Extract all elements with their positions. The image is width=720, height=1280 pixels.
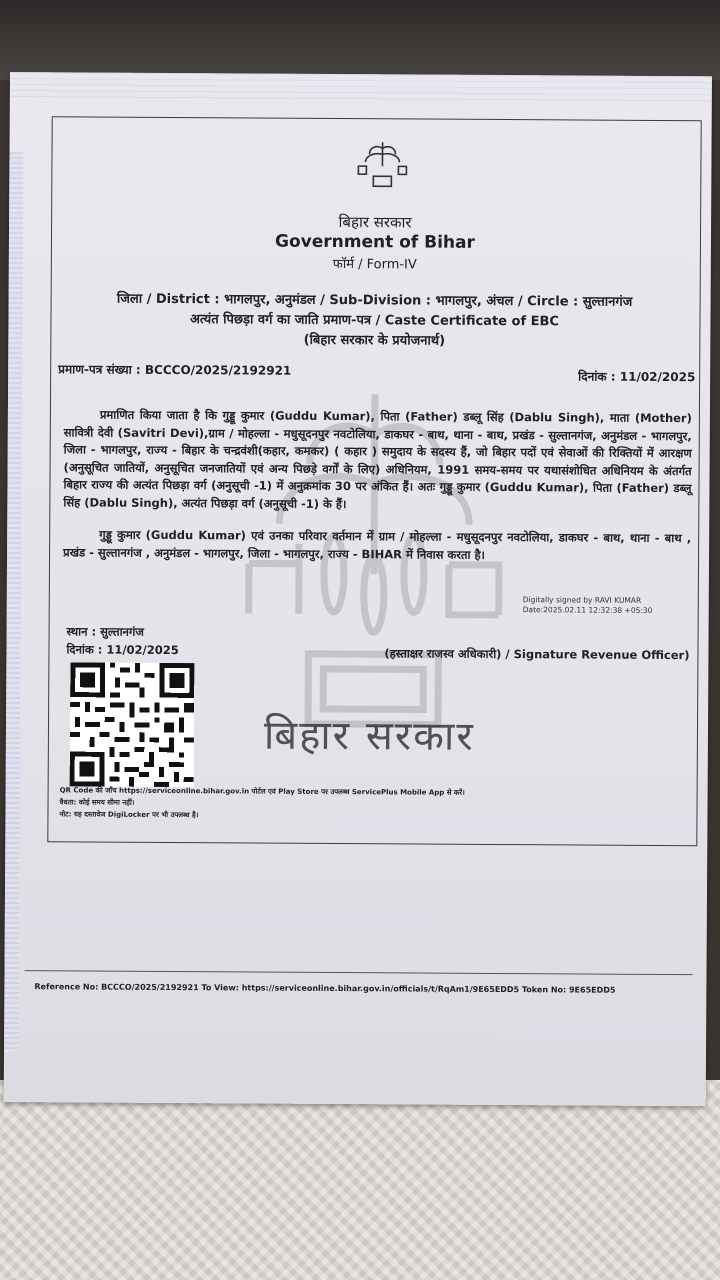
digilocker-note: नोट: यह दस्तावेज DigiLocker पर भी उपलब्ध है। (59, 810, 199, 820)
certificate-number: प्रमाण-पत्र संख्या : BCCCO/2025/2192921 (58, 362, 292, 378)
form-number: फॉर्म / Form-IV (332, 256, 417, 273)
certificate-body-paragraph: प्रमाणित किया जाता है कि गुड्डू कुमार (Guddu Kumar), पिता (Father) डब्लू सिंह (Dablu Singh), माता (Mother) सावित्री देवी (Savitri Devi),ग्राम / मोहल्ला - मधुसूदनपुर नवटोलिया, डाकघर - बाथ, थाना - बाथ, प्रखंड - सुल्तानगंज, अनुमंडल - भागलपुर, जिला - भागलपुर, राज्य - बिहार के चन्द्रवंशी(कहार, कमकर) ( कहार ) समुदाय के सदस्य हैं, जो बिहार पदों एवं सेवाओं की रिक्तियों में आरक्षण (अनुसूचित जातियों, अनुसूचित जनजातियों एवं अन्य पिछड़े वर्गों के लिए) अधिनियम, 1991 समय-समय पर यथासंशोधित अधिनियम के अंतर्गत बिहार राज्य की अत्यंत पिछड़ा वर्ग (अनुसूची -1) में अनुक्रमांक 30 पर अंकित हैं। अतः गुड्डू कुमार (Guddu Kumar), पिता (Father) डब्लू सिंह (Dablu Singh), अत्यंत पिछड़ा वर्ग (अनुसूची -1) के हैं। (63, 407, 692, 511)
certificate-purpose: (बिहार सरकार के प्रयोजनार्थ) (303, 332, 446, 349)
qr-verification-note: QR Code की जाँच https://serviceonline.bihar.gov.in पोर्टल एवं Play Store पर उपलब्ध ServicePlus Mobile App से करें। (59, 786, 465, 797)
place-label: स्थान : सुल्तानगंज (66, 624, 145, 639)
background-surface (0, 0, 720, 80)
validity-note: वैधता: कोई समय सीमा नहीं। (59, 798, 135, 807)
digital-signature-name: Digitally signed by RAVI KUMAR (522, 595, 642, 605)
footer-divider (25, 970, 693, 975)
digital-signature (523, 595, 653, 616)
digital-signature-date: Date:2025.02.11 12:32:38 +05:30 (522, 605, 653, 615)
cloth-background (0, 1080, 720, 1280)
reference-footer: Reference No: BCCCO/2025/2192921 To View: https://serviceonline.bihar.gov.in/officials/t/RqAm1/9E65EDD5 Token No: 9E65EDD5 (34, 982, 616, 995)
government-title: Government of Bihar (274, 231, 475, 253)
hindi-government-title: बिहार सरकार (338, 213, 412, 232)
district-line: जिला / District : भागलपुर, अनुमंडल / Sub-Division : भागलपुर, अंचल / Circle : सुल्तानगंज (116, 291, 633, 310)
residence-paragraph: गुड्डू कुमार (Guddu Kumar) एवं उनका परिवार वर्तमान में ग्राम / मोहल्ला - मधुसूदनपुर नवटोलिया, डाकघर - बाथ, थाना - बाथ , प्रखंड - सुल्तानगंज , अनुमंडल - भागलपुर, जिला - भागलपुर, राज्य - BIHAR में निवास करता है। (63, 527, 692, 562)
certificate-title: अत्यंत पिछड़ा वर्ग का जाति प्रमाण-पत्र / Caste Certificate of EBC (189, 312, 560, 330)
paper-ruled-edge (10, 72, 712, 106)
qr-code-icon[interactable] (70, 662, 195, 787)
paper-edge-stripe (4, 152, 23, 1052)
signature-officer: (हस्ताक्षर राजस्व अधिकारी) / Signature Revenue Officer) (384, 646, 690, 663)
issue-date: दिनांक : 11/02/2025 (578, 369, 696, 385)
watermark-text: बिहार सरकार (263, 712, 475, 760)
certificate-paper (4, 72, 712, 1106)
signature-date: दिनांक : 11/02/2025 (66, 642, 179, 658)
